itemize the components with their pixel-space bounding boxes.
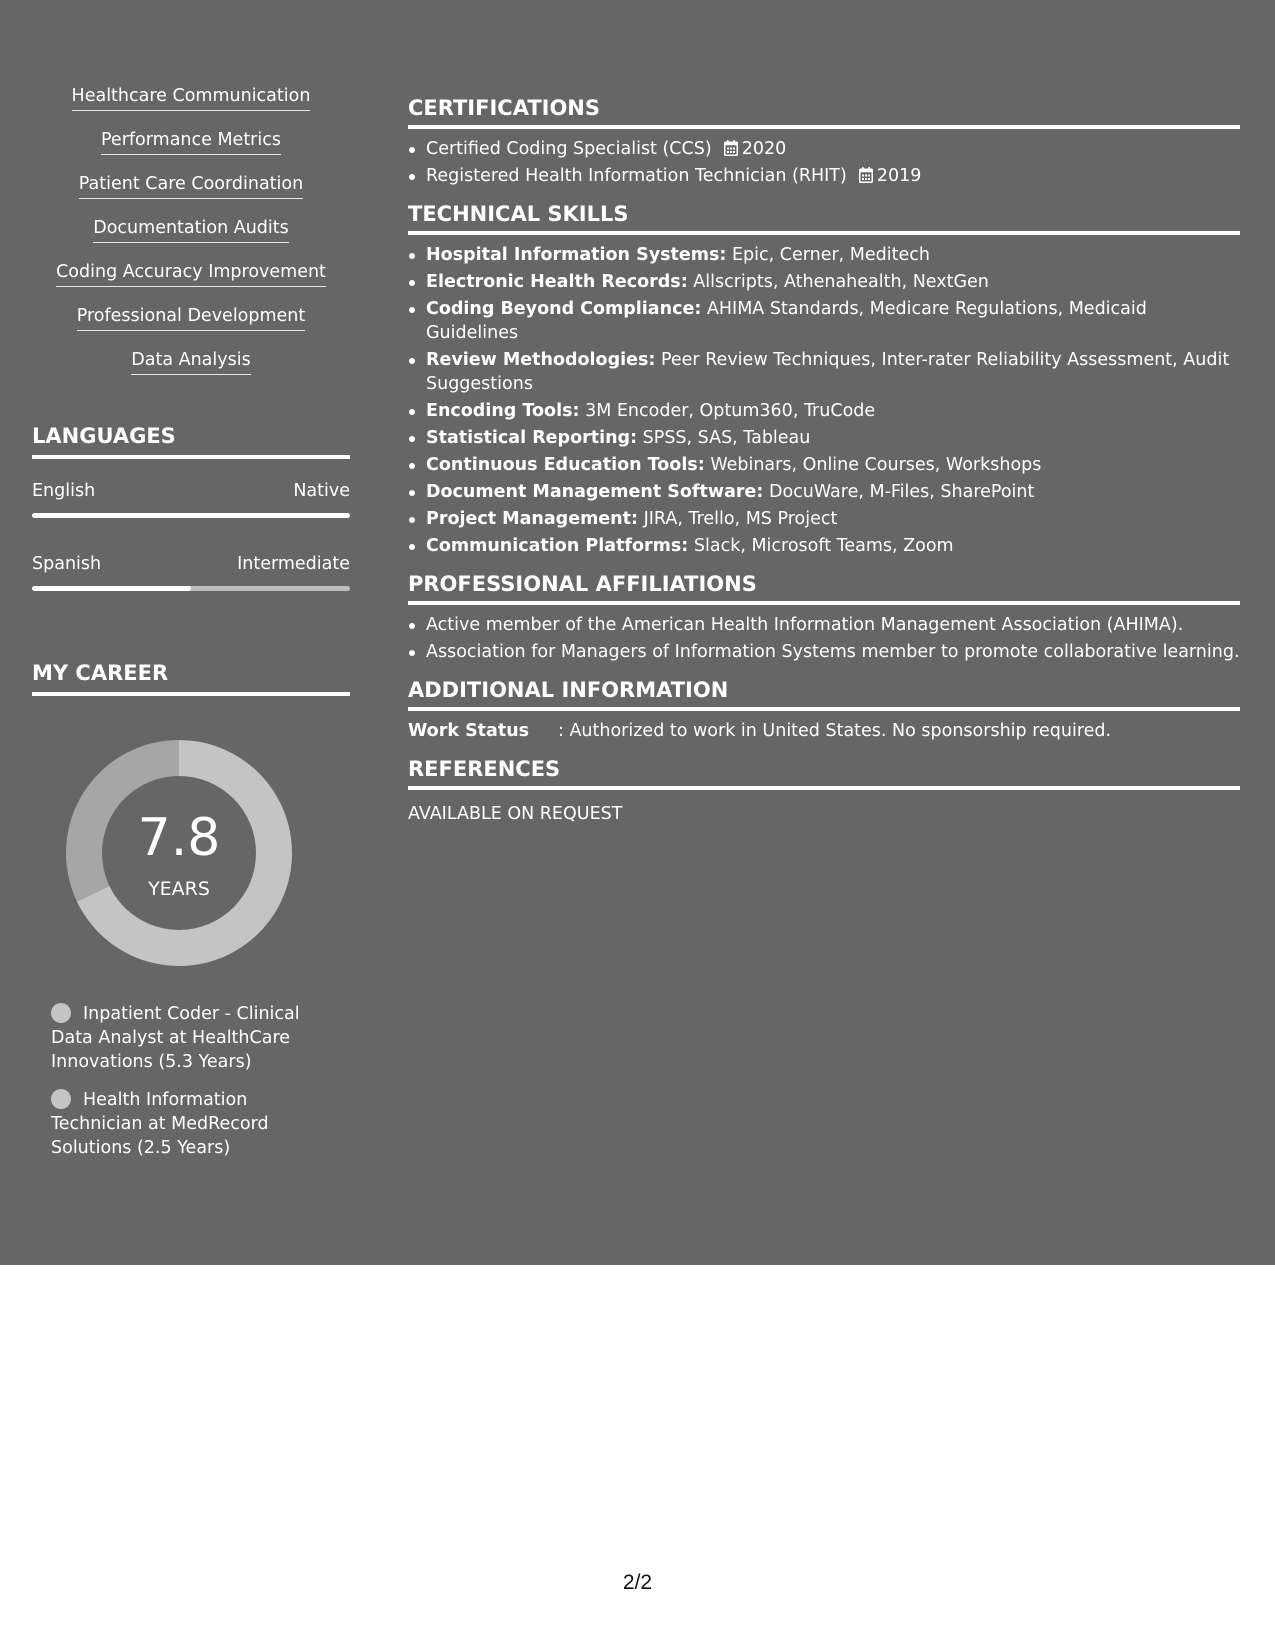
skill-category: Statistical Reporting: (426, 428, 638, 448)
skill-item: Documentation Audits (93, 216, 288, 243)
certification-year: 2019 (876, 166, 922, 186)
left-column (32, 84, 350, 1174)
skill-item: Patient Care Coordination (79, 172, 303, 199)
skill-item: Performance Metrics (101, 128, 281, 155)
affiliation-item: Active member of the American Health Information Management Association (AHIMA). (426, 613, 1240, 637)
certification-name: Registered Health Information Technician (RHIT) (426, 166, 847, 186)
certifications-section (408, 94, 1240, 188)
language-proficiency-bar (32, 513, 350, 518)
career-total-unit: YEARS (148, 878, 210, 900)
calendar-icon (859, 167, 873, 183)
skill-item: Coding Accuracy Improvement (56, 260, 326, 287)
language-proficiency-bar (32, 586, 350, 591)
technical-skill-item (426, 507, 1240, 531)
circle-dot-icon (51, 1089, 71, 1109)
skill-values: Peer Review Techniques, Inter-rater Reliability Assessment, Audit Suggestions (426, 350, 1230, 394)
circle-dot-icon (51, 1003, 71, 1023)
references-heading: REFERENCES (408, 755, 1240, 790)
technical-skill-item (426, 243, 1240, 267)
certifications-heading: CERTIFICATIONS (408, 94, 1240, 129)
affiliations-list (408, 613, 1240, 664)
technical-skill-item (426, 270, 1240, 294)
career-legend (51, 1002, 301, 1160)
languages-heading: LANGUAGES (32, 422, 350, 459)
technical-skills-section (408, 200, 1240, 558)
career-donut-chart (66, 740, 292, 966)
calendar-icon (724, 140, 738, 156)
additional-info-heading: ADDITIONAL INFORMATION (408, 676, 1240, 711)
career-donut-center (66, 740, 292, 966)
skill-category: Encoding Tools: (426, 401, 580, 421)
career-section (32, 659, 350, 1160)
language-row (32, 479, 350, 503)
language-row (32, 552, 350, 576)
certifications-list (408, 137, 1240, 188)
skill-values: SPSS, SAS, Tableau (642, 428, 811, 448)
certification-item (426, 164, 1240, 188)
page-number: 2/2 (622, 1571, 653, 1594)
skill-category: Coding Beyond Compliance: (426, 299, 702, 319)
technical-skill-item (426, 480, 1240, 504)
skill-values: Allscripts, Athenahealth, NextGen (693, 272, 989, 292)
language-spanish (32, 552, 350, 591)
skill-category: Document Management Software: (426, 482, 764, 502)
additional-info-section (408, 676, 1240, 743)
skill-item: Data Analysis (131, 348, 250, 375)
skill-values: Webinars, Online Courses, Workshops (710, 455, 1042, 475)
technical-skill-item (426, 399, 1240, 423)
skill-category: Project Management: (426, 509, 638, 529)
language-proficiency-fill (32, 586, 191, 591)
language-level: Native (293, 481, 350, 501)
technical-skill-item (426, 426, 1240, 450)
skill-category: Electronic Health Records: (426, 272, 688, 292)
career-role-label: Health Information Technician at MedRecord Solutions (2.5 Years) (51, 1090, 269, 1158)
technical-skill-item (426, 297, 1240, 345)
language-level: Intermediate (237, 554, 350, 574)
languages-section (32, 422, 350, 591)
language-proficiency-fill (32, 513, 350, 518)
affiliation-item: Association for Managers of Information Systems member to promote collaborative learning. (426, 642, 1240, 662)
career-legend-item (51, 1088, 301, 1160)
language-english (32, 479, 350, 518)
references-text: AVAILABLE ON REQUEST (408, 804, 623, 824)
skill-values: Epic, Cerner, Meditech (731, 245, 930, 265)
skill-item: Professional Development (77, 304, 306, 331)
technical-skill-item (426, 453, 1240, 477)
technical-skill-item (426, 534, 1240, 558)
work-status-label: Work Status (408, 721, 530, 741)
skill-values: JIRA, Trello, MS Project (643, 509, 838, 529)
right-column (408, 94, 1240, 838)
technical-skill-item (426, 348, 1240, 396)
skill-category: Communication Platforms: (426, 536, 689, 556)
references-section (408, 755, 1240, 826)
affiliations-heading: PROFESSIONAL AFFILIATIONS (408, 570, 1240, 605)
certification-year: 2020 (741, 139, 787, 159)
skill-category: Review Methodologies: (426, 350, 656, 370)
language-name: Spanish (32, 554, 102, 574)
career-heading: MY CAREER (32, 659, 350, 696)
language-name: English (32, 481, 96, 501)
technical-skills-heading: TECHNICAL SKILLS (408, 200, 1240, 235)
skill-category: Hospital Information Systems: (426, 245, 727, 265)
skill-values: DocuWare, M-Files, SharePoint (768, 482, 1035, 502)
technical-skills-list (408, 243, 1240, 558)
career-legend-item (51, 1002, 301, 1074)
certification-item (426, 137, 1240, 161)
work-status-value: : Authorized to work in United States. No sponsorship required. (558, 721, 1112, 741)
affiliations-section (408, 570, 1240, 664)
skills-list (32, 84, 350, 392)
skill-values: 3M Encoder, Optum360, TruCode (585, 401, 876, 421)
skill-values: AHIMA Standards, Medicare Regulations, Medicaid Guidelines (426, 299, 1147, 343)
skill-item: Healthcare Communication (72, 84, 311, 111)
skill-category: Continuous Education Tools: (426, 455, 705, 475)
career-total-value: 7.8 (137, 808, 221, 868)
work-status-row (408, 719, 1240, 743)
skill-values: Slack, Microsoft Teams, Zoom (693, 536, 954, 556)
career-role-label: Inpatient Coder - Clinical Data Analyst at HealthCare Innovations (5.3 Years) (51, 1004, 300, 1072)
certification-name: Certified Coding Specialist (CCS) (426, 139, 712, 159)
